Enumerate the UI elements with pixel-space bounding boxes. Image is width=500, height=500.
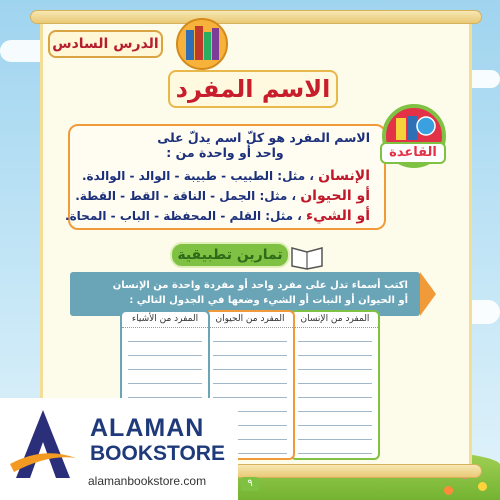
writing-line	[213, 328, 287, 342]
writing-line	[298, 412, 372, 426]
writing-line	[298, 426, 372, 440]
writing-line	[213, 356, 287, 370]
rule-text	[65, 130, 370, 226]
rule-label: القاعدة	[380, 142, 446, 164]
writing-line	[128, 356, 202, 370]
writing-line	[298, 384, 372, 398]
writing-line	[128, 328, 202, 342]
column-header: المفرد من الإنسان	[292, 312, 378, 328]
books-icon	[172, 16, 232, 70]
logo-word1: ALAMAN	[90, 414, 205, 442]
instruction-line1: اكتب أسماء تدل على مفرد واحد أو مفردة واحدة من الإنسان	[112, 280, 408, 291]
flower	[444, 486, 453, 495]
writing-line	[298, 342, 372, 356]
paper-roll-top	[30, 10, 482, 24]
rule-example-row	[65, 206, 370, 226]
writing-line	[128, 384, 202, 398]
writing-line	[128, 342, 202, 356]
rule-example-rest: ، مثل: القلم - المحفظة - الباب - المحاة.	[65, 209, 306, 223]
flower	[478, 482, 487, 491]
page-title: الاسم المفرد	[168, 70, 338, 108]
instruction-line2: أو الحيوان أو النبات أو الشيء وضعها في الجدول التالي :	[129, 295, 408, 306]
rule-example-row	[80, 166, 370, 186]
rule-example-head: أو الشيء	[306, 208, 370, 224]
writing-line	[298, 328, 372, 342]
rule-example-row	[75, 186, 370, 206]
logo-url[interactable]: alamanbookstore.com	[88, 474, 207, 488]
writing-line	[213, 370, 287, 384]
instruction-arrow	[420, 272, 436, 316]
open-book-icon	[290, 240, 324, 270]
rule-example-head: الإنسان	[318, 168, 370, 184]
lesson-tab: الدرس السادس	[48, 30, 163, 58]
writing-line	[298, 398, 372, 412]
column-header: المفرد من الحيوان	[207, 312, 293, 328]
writing-line	[213, 342, 287, 356]
column-human	[290, 310, 380, 460]
exercises-header: تمارين تطبيقية	[170, 242, 290, 268]
page-number: ٩	[241, 477, 259, 491]
writing-line	[128, 370, 202, 384]
column-header: المفرد من الأشياء	[122, 312, 208, 328]
writing-line	[298, 370, 372, 384]
rule-example-head: أو الحيوان	[300, 188, 370, 204]
writing-line	[298, 440, 372, 454]
rule-example-rest: ، مثل: الجمل - الناقة - القط - القطة.	[75, 189, 301, 203]
logo-a-icon	[8, 406, 78, 484]
rule-example-rest: ، مثل: الطبيب - طبيبة - الوالد - الوالدة.	[82, 169, 319, 183]
writing-line	[213, 384, 287, 398]
writing-line	[298, 356, 372, 370]
rule-definition-line1: الاسم المفرد هو كلّ اسم يدلّ على	[157, 130, 370, 145]
logo-word2: BOOKSTORE	[90, 442, 225, 465]
rule-definition-line2: واحد أو واحدة من :	[166, 145, 284, 160]
